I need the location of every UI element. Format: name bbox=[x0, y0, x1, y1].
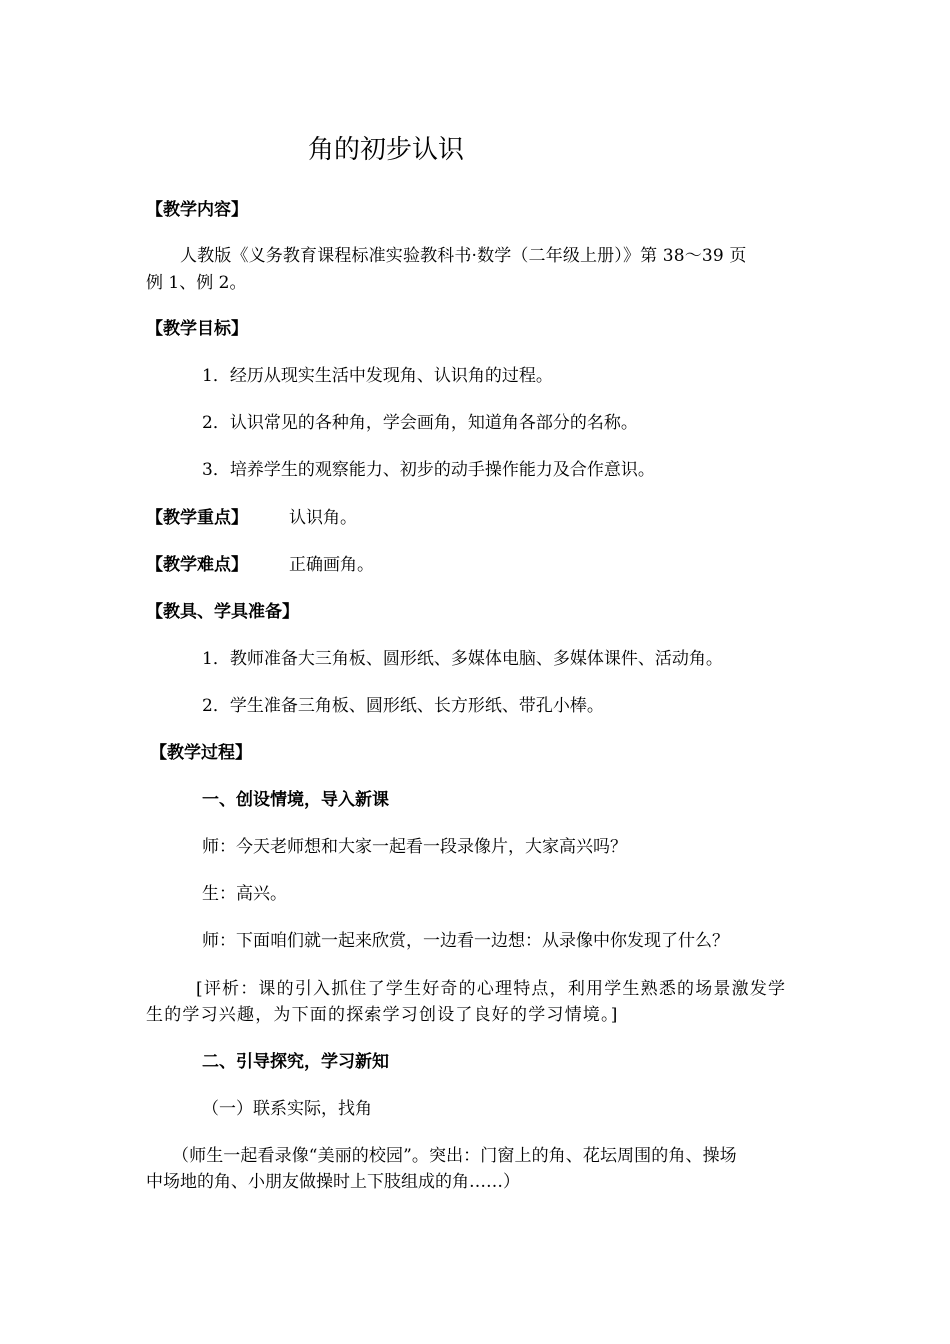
section-heading-process: 【教学过程】 bbox=[150, 743, 252, 763]
objective-item-3: 3．培养学生的观察能力、初步的动手操作能力及合作意识。 bbox=[202, 460, 655, 480]
process-section2-sub1: （一）联系实际，找角 bbox=[202, 1099, 372, 1119]
dialog-line-2: 生：高兴。 bbox=[202, 884, 287, 904]
section-heading-materials: 【教具、学具准备】 bbox=[146, 602, 299, 622]
section-heading-objectives: 【教学目标】 bbox=[146, 319, 248, 339]
process-section2-heading: 二、引导探究，学习新知 bbox=[202, 1052, 389, 1072]
objective-item-1: 1．经历从现实生活中发现角、认识角的过程。 bbox=[202, 366, 553, 386]
key-point-value: 认识角。 bbox=[289, 508, 357, 528]
section-heading-difficulty: 【教学难点】 bbox=[146, 555, 248, 575]
content-line-1: 人教版《义务教育课程标准实验教科书·数学（二年级上册）》第 38～39 页 bbox=[180, 246, 747, 266]
process-para-line-2: 中场地的角、小朋友做操时上下肢组成的角……） bbox=[146, 1172, 520, 1192]
section-heading-key-point: 【教学重点】 bbox=[146, 508, 248, 528]
content-line-2: 例 1、例 2。 bbox=[146, 273, 247, 293]
materials-item-2: 2．学生准备三角板、圆形纸、长方形纸、带孔小棒。 bbox=[202, 696, 604, 716]
dialog-line-3: 师：下面咱们就一起来欣赏，一边看一边想：从录像中你发现了什么？ bbox=[202, 931, 729, 951]
objective-item-2: 2．认识常见的各种角，学会画角，知道角各部分的名称。 bbox=[202, 413, 638, 433]
process-section1-heading: 一、创设情境，导入新课 bbox=[202, 790, 389, 810]
document-title: 角的初步认识 bbox=[308, 135, 465, 165]
difficulty-value: 正确画角。 bbox=[289, 555, 374, 575]
process-para-line-1: （师生一起看录像“美丽的校园”。突出：门窗上的角、花坛周围的角、操场 bbox=[172, 1146, 737, 1166]
comment-line-2: 生的学习兴趣，为下面的探索学习创设了良好的学习情境。] bbox=[146, 1005, 619, 1025]
section-heading-content: 【教学内容】 bbox=[146, 200, 248, 220]
dialog-line-1: 师：今天老师想和大家一起看一段录像片，大家高兴吗？ bbox=[202, 837, 627, 857]
materials-item-1: 1．教师准备大三角板、圆形纸、多媒体电脑、多媒体课件、活动角。 bbox=[202, 649, 723, 669]
comment-line-1: [评析：课的引入抓住了学生好奇的心理特点，利用学生熟悉的场景激发学 bbox=[196, 979, 787, 999]
